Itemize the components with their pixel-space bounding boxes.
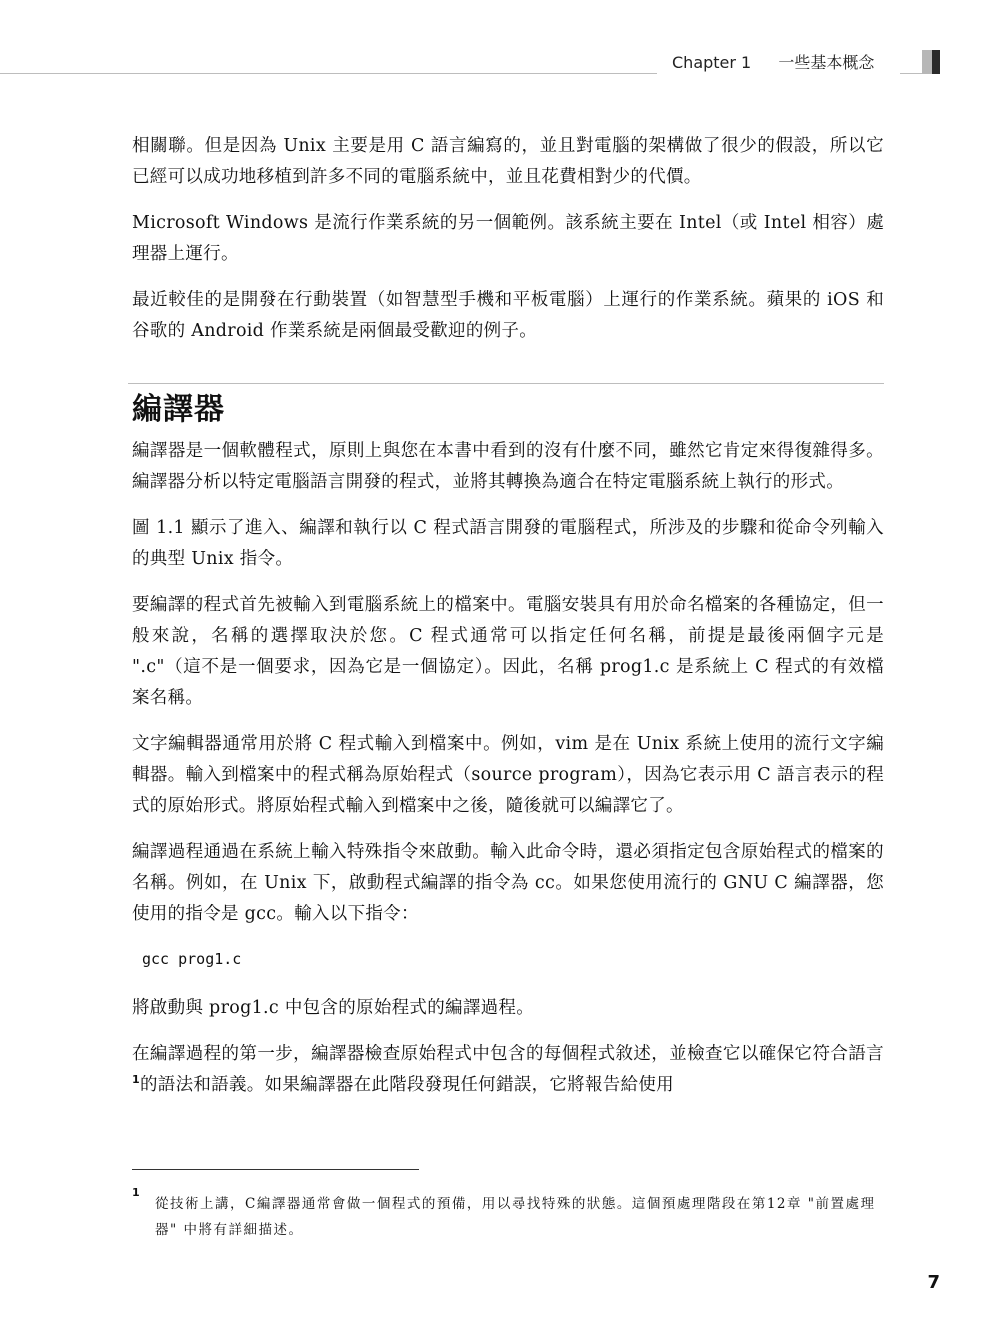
paragraph-text: 的語法和語義。如果編譯器在此階段發現任何錯誤，它將報告給使用 [139,1075,674,1095]
section-divider [128,383,884,384]
page-number: 7 [927,1272,940,1293]
thumb-tab-line [900,73,922,74]
paragraph: 將啟動與 prog1.c 中包含的原始程式的編譯過程。 [132,998,535,1018]
thumb-tab-black [932,50,940,74]
paragraph: 最近較佳的是開發在行動裝置（如智慧型手機和平板電腦）上運行的作業系統。蘋果的 iOS 和谷歌的 Android 作業系統是兩個最受歡迎的例子。 [132,290,884,341]
footnote-mark: 1 [132,1186,140,1199]
paragraph-with-footnote [132,1039,884,1101]
page-body [132,131,884,1116]
paragraph: 編譯過程通過在系統上輸入特殊指令來啟動。輸入此命令時，還必須指定包含原始程式的檔案的名稱。例如，在 Unix 下，啟動程式編譯的指令為 cc。如果您使用流行的 GNU C 編譯器，您使用的指令是 gcc。輸入以下指令： [132,842,884,924]
header-rule [0,73,657,74]
section-heading: 編譯器 [132,392,225,427]
paragraph: 相關聯。但是因為 Unix 主要是用 C 語言編寫的，並且對電腦的架構做了很少的假設，所以它已經可以成功地移植到許多不同的電腦系統中，並且花費相對少的代價。 [132,136,884,187]
paragraph: Microsoft Windows 是流行作業系統的另一個範例。該系統主要在 Intel（或 Intel 相容）處理器上運行。 [132,213,884,264]
footnote-rule [132,1169,419,1170]
paragraph: 文字編輯器通常用於將 C 程式輸入到檔案中。例如，vim 是在 Unix 系統上使用的流行文字編輯器。輸入到檔案中的程式稱為原始程式（source program），因為它表示用 C 語言表示的程式的原始形式。將原始程式輸入到檔案中之後，隨後就可以編譯它了。 [132,734,884,816]
code-block: gcc prog1.c [142,950,242,968]
running-head [672,51,874,75]
paragraph: 圖 1.1 顯示了進入、編譯和執行以 C 程式語言開發的電腦程式，所涉及的步驟和從命令列輸入的典型 Unix 指令。 [132,518,884,569]
paragraph-text: 在編譯過程的第一步，編譯器檢查原始程式中包含的每個程式敘述，並檢查它以確保它符合語言 [132,1044,884,1064]
thumb-tab-gray [922,50,932,74]
chapter-label: Chapter 1 [672,53,752,72]
paragraph: 編譯器是一個軟體程式，原則上與您在本書中看到的沒有什麼不同，雖然它肯定來得復雜得多。編譯器分析以特定電腦語言開發的程式，並將其轉換為適合在特定電腦系統上執行的形式。 [132,441,884,492]
footnote-reference[interactable]: 1 [132,1073,140,1087]
footnote-text: 從技術上講，C編譯器通常會做一個程式的預備，用以尋找特殊的狀態。這個預處理階段在第12章 "前置處理器" 中將有詳細描述。 [155,1196,876,1238]
chapter-title: 一些基本概念 [778,53,875,72]
paragraph: 要編譯的程式首先被輸入到電腦系統上的檔案中。電腦安裝具有用於命名檔案的各種協定，但一般來說，名稱的選擇取決於您。C 程式通常可以指定任何名稱，前提是最後兩個字元是 ".c"（這不是一個要求，因為它是一個協定）。因此，名稱 prog1.c 是系統上 C 程式的有效檔案名稱。 [132,595,884,708]
